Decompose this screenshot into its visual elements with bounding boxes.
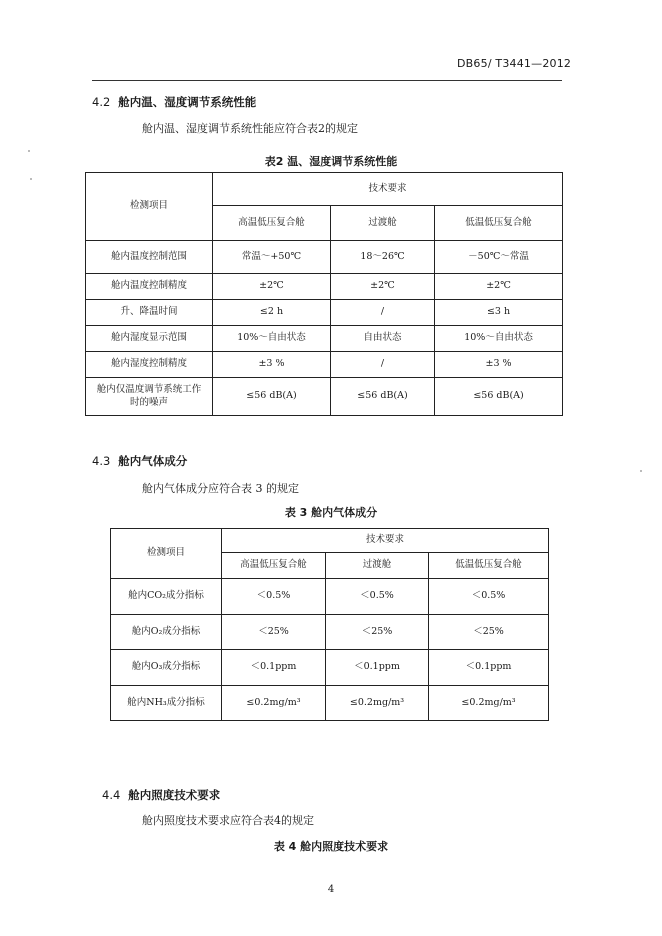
section-text-4-3: 舱内气体成分应符合表 3 的规定 xyxy=(142,482,299,495)
section-number: 4.2 xyxy=(92,95,111,109)
scan-speck xyxy=(30,178,32,180)
table2-item: 舱内仅温度调节系统工作时的噪声 xyxy=(86,378,213,416)
table2-cell: ≤2 h xyxy=(213,300,331,326)
section-text-4-2: 舱内温、湿度调节系统性能应符合表2的规定 xyxy=(142,122,358,135)
table3-cell: ＜0.1ppm xyxy=(326,650,429,686)
section-title: 舱内照度技术要求 xyxy=(128,788,221,802)
table2-item: 舱内温度控制精度 xyxy=(86,274,213,300)
table2-group-header: 技术要求 xyxy=(213,173,563,206)
table3-cell: ≤0.2mg/m³ xyxy=(222,686,326,721)
table-row xyxy=(111,579,549,615)
table3-cell: ≤0.2mg/m³ xyxy=(326,686,429,721)
table3-cell: ＜0.5% xyxy=(326,579,429,615)
table-row xyxy=(86,300,563,326)
table2-cell: ±2℃ xyxy=(435,274,563,300)
scan-speck xyxy=(28,150,30,152)
section-title: 舱内气体成分 xyxy=(118,454,188,468)
table2-col-header: 低温低压复合舱 xyxy=(435,206,563,241)
section-heading-4-2 xyxy=(92,94,256,110)
section-heading-4-4 xyxy=(102,787,220,803)
table2-col-header: 高温低压复合舱 xyxy=(213,206,331,241)
table3-col-header: 低温低压复合舱 xyxy=(429,553,549,579)
table-row xyxy=(111,650,549,686)
table3-cell: ＜25% xyxy=(222,615,326,650)
section-heading-4-3 xyxy=(92,453,187,469)
document-id: DB65/ T3441—2012 xyxy=(457,57,572,70)
table2-cell: / xyxy=(331,300,435,326)
header-rule xyxy=(92,80,562,81)
table2-cell: ≤56 dB(A) xyxy=(435,378,563,416)
table4-caption: 表 4 舱内照度技术要求 xyxy=(273,840,389,853)
table2-cell: 自由状态 xyxy=(331,326,435,352)
table2-cell: 10%～自由状态 xyxy=(435,326,563,352)
table3-cell: ＜0.1ppm xyxy=(222,650,326,686)
table2-cell: ±2℃ xyxy=(331,274,435,300)
table3-item-header: 检测项目 xyxy=(111,529,222,579)
table-row xyxy=(86,352,563,378)
table3-cell: ＜25% xyxy=(429,615,549,650)
table2-item: 舱内温度控制范围 xyxy=(86,241,213,274)
table3-cell: ≤0.2mg/m³ xyxy=(429,686,549,721)
section-number: 4.3 xyxy=(92,454,111,468)
table3-cell: ＜0.5% xyxy=(429,579,549,615)
table3-col-header: 高温低压复合舱 xyxy=(222,553,326,579)
table3-caption: 表 3 舱内气体成分 xyxy=(284,506,378,519)
table2-cell: / xyxy=(331,352,435,378)
table3-cell: ＜25% xyxy=(326,615,429,650)
table2-cell: 常温～+50℃ xyxy=(213,241,331,274)
table2-cell: ≤56 dB(A) xyxy=(331,378,435,416)
table-row xyxy=(86,274,563,300)
table-row xyxy=(86,241,563,274)
table3-item: 舱内CO₂成分指标 xyxy=(111,579,222,615)
table2-cell: －50℃～常温 xyxy=(435,241,563,274)
table2-cell: ±3 % xyxy=(435,352,563,378)
table2-item-header: 检测项目 xyxy=(86,173,213,241)
table2-item: 舱内湿度显示范围 xyxy=(86,326,213,352)
table3-item: 舱内O₃成分指标 xyxy=(111,650,222,686)
table3-col-header: 过渡舱 xyxy=(326,553,429,579)
table-row xyxy=(111,615,549,650)
section-number: 4.4 xyxy=(102,788,121,802)
table2-cell: ≤3 h xyxy=(435,300,563,326)
table3-cell: ＜0.1ppm xyxy=(429,650,549,686)
table2-cell: ±2℃ xyxy=(213,274,331,300)
table2-cell: 10%～自由状态 xyxy=(213,326,331,352)
table2-item: 升、降温时间 xyxy=(86,300,213,326)
table2-cell: ±3 % xyxy=(213,352,331,378)
table-row xyxy=(111,686,549,721)
table2-cell: ≤56 dB(A) xyxy=(213,378,331,416)
scan-speck xyxy=(640,470,642,472)
table2 xyxy=(85,172,563,416)
section-title: 舱内温、湿度调节系统性能 xyxy=(118,95,257,109)
page-number: 4 xyxy=(327,884,335,895)
table2-item: 舱内湿度控制精度 xyxy=(86,352,213,378)
table3-item: 舱内NH₃成分指标 xyxy=(111,686,222,721)
table3 xyxy=(110,528,549,721)
table-row xyxy=(86,378,563,416)
table3-cell: ＜0.5% xyxy=(222,579,326,615)
table2-col-header: 过渡舱 xyxy=(331,206,435,241)
table2-caption: 表2 温、湿度调节系统性能 xyxy=(264,155,398,168)
section-text-4-4: 舱内照度技术要求应符合表4的规定 xyxy=(142,814,314,827)
table3-item: 舱内O₂成分指标 xyxy=(111,615,222,650)
table-row xyxy=(86,326,563,352)
table3-group-header: 技术要求 xyxy=(222,529,549,553)
table2-cell: 18～26℃ xyxy=(331,241,435,274)
